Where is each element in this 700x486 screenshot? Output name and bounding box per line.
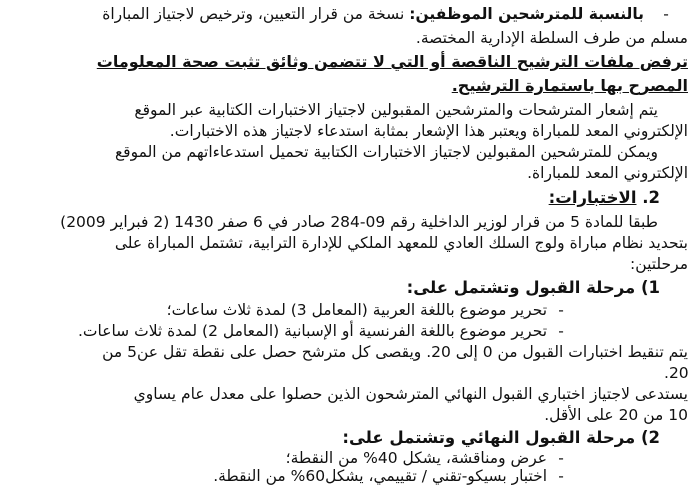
paragraph-line: 10 من 20 على الأقل. bbox=[544, 406, 688, 424]
section-heading-exams bbox=[12, 188, 660, 208]
list-item bbox=[12, 321, 570, 341]
phase1-heading bbox=[12, 278, 660, 298]
paragraph-line: يستدعى لاجتياز اختباري القبول النهائي المترشحون الذين حصلوا على معدل عام يساوي bbox=[133, 385, 688, 403]
phase2-heading bbox=[12, 428, 660, 448]
list-item-text: تحرير موضوع باللغة الفرنسية أو الإسبانية (المعامل 2) لمدة ثلاث ساعات. bbox=[77, 322, 548, 340]
rejection-notice-line1: ترفض ملفات الترشيح الناقصة أو التي لا تتضمن وثائق تثبت صحة المعلومات bbox=[96, 52, 688, 71]
bullet-dash: - bbox=[558, 449, 564, 467]
employees-text: نسخة من قرار التعيين، وترخيص لاجتياز المباراة bbox=[102, 5, 410, 23]
paragraph-line: ويمكن للمترشحين المقبولين لاجتياز الاختبارات الكتابية تحميل استدعاءاتهم من الموقع bbox=[114, 143, 658, 161]
section-number: 2. bbox=[642, 188, 660, 207]
paragraph-line: طبقا للمادة 5 من قرار لوزير الداخلية رقم 09-284 صادر في 6 صفر 1430 (2 فبراير 2009) bbox=[60, 213, 658, 231]
section-title: الاختبارات: bbox=[548, 188, 637, 207]
paragraph-line: مرحلتين: bbox=[630, 255, 688, 273]
bullet-dash: - bbox=[558, 467, 564, 485]
bullet-dash: - bbox=[663, 5, 669, 23]
list-item bbox=[12, 300, 570, 320]
bullet-dash: - bbox=[558, 301, 564, 319]
paragraph-line: بتحديد نظام مباراة ولوج السلك العادي للمعهد الملكي للإدارة الترابية، تشتمل المباراة على bbox=[114, 234, 688, 252]
list-item-text: عرض ومناقشة، يشكل 40% من النقطة؛ bbox=[285, 449, 548, 467]
paragraph-line: الإلكتروني المعد للمباراة ويعتبر هذا الإشعار بمثابة استدعاء لاجتياز هذه الاختبارات. bbox=[169, 122, 688, 140]
list-item-text: اختبار بسيكو-تقني / تقييمي، يشكل60% من النقطة. bbox=[213, 467, 548, 485]
list-item bbox=[12, 448, 570, 468]
paragraph-line: 20. bbox=[664, 364, 689, 382]
employees-heading: بالنسبة للمترشحين الموظفين: bbox=[409, 5, 644, 23]
list-item bbox=[12, 466, 570, 486]
paragraph-line: مسلم من طرف السلطة الإدارية المختصة. bbox=[415, 29, 688, 47]
paragraph-line: يتم تنقيط اختبارات القبول من 0 إلى 20. ويقصى كل مترشح حصل على نقطة تقل عن5 من bbox=[102, 343, 688, 361]
paragraph-line: الإلكتروني المعد للمباراة. bbox=[527, 164, 688, 182]
line-employees bbox=[12, 4, 688, 24]
phase1-title: مرحلة القبول وتشتمل على: bbox=[406, 278, 636, 297]
bullet-dash: - bbox=[558, 322, 564, 340]
paragraph-line: يتم إشعار المترشحات والمترشحين المقبولين لاجتياز الاختبارات الكتابية عبر الموقع bbox=[134, 101, 658, 119]
rejection-notice-line2: المصرح بها باستمارة الترشيح. bbox=[451, 76, 688, 95]
phase2-number: 2) bbox=[640, 428, 660, 447]
phase2-title: مرحلة القبول النهائي وتشتمل على: bbox=[342, 428, 636, 447]
list-item-text: تحرير موضوع باللغة العربية (المعامل 3) لمدة ثلاث ساعات؛ bbox=[166, 301, 548, 319]
phase1-number: 1) bbox=[640, 278, 660, 297]
